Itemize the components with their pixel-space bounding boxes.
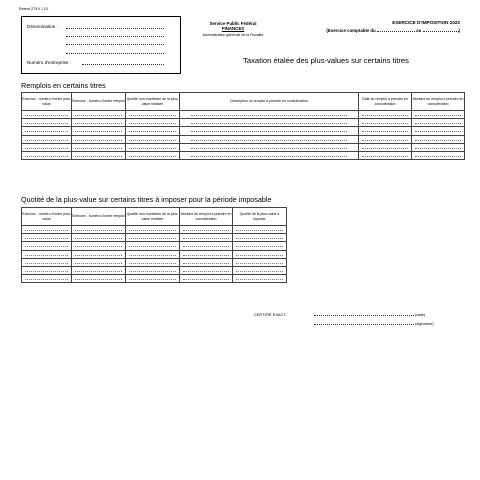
quotite-cell[interactable] <box>22 258 72 266</box>
certification-signature-label: (signature) <box>415 321 434 326</box>
quotite-cell[interactable] <box>72 275 126 283</box>
quotite-cell[interactable] <box>233 242 287 250</box>
administration-line-1: Service Public Fédéral <box>209 21 257 26</box>
dotted-fill-line <box>75 230 122 231</box>
remplois-cell[interactable] <box>412 119 465 127</box>
certification-signature-line <box>314 321 434 326</box>
dotted-fill-line <box>191 156 348 157</box>
remplois-header-6: Montant du remploi à prendre en considération <box>412 93 465 111</box>
remplois-header-2: Exercice - numéro d'ordre remploi <box>72 93 126 111</box>
quotite-section-title: Quotité de la plus-value sur certains titres à imposer pour la période imposable <box>21 195 272 204</box>
remplois-cell[interactable] <box>72 135 126 143</box>
remplois-cell[interactable] <box>180 127 359 135</box>
dotted-fill-line <box>236 279 283 280</box>
quotite-cell[interactable] <box>180 234 233 242</box>
remplois-cell[interactable] <box>412 151 465 159</box>
quotite-cell[interactable] <box>233 275 287 283</box>
administration-line-2: FINANCES <box>221 26 245 31</box>
dotted-fill-line <box>75 238 122 239</box>
dotted-fill-line <box>415 140 461 141</box>
remplois-cell[interactable] <box>126 119 180 127</box>
remplois-cell[interactable] <box>180 111 359 119</box>
dotted-fill-line <box>25 148 68 149</box>
dotted-fill-line <box>129 255 176 256</box>
dotted-fill-line <box>25 263 68 264</box>
quotite-cell[interactable] <box>126 258 180 266</box>
dotted-fill-line <box>236 246 283 247</box>
dotted-fill-line <box>129 263 176 264</box>
dotted-fill-line <box>75 246 122 247</box>
dotted-fill-line <box>415 123 461 124</box>
dotted-fill-line <box>183 279 229 280</box>
remplois-row <box>22 111 465 119</box>
remplois-cell[interactable] <box>412 111 465 119</box>
dotted-fill-line <box>25 279 68 280</box>
dotted-fill-line <box>362 123 408 124</box>
dotted-fill-line <box>129 140 176 141</box>
remplois-cell[interactable] <box>72 151 126 159</box>
quotite-row <box>22 275 287 283</box>
dotted-fill-line <box>362 131 408 132</box>
dotted-fill-line <box>75 148 122 149</box>
period-end-field[interactable] <box>423 31 459 32</box>
denomination-field-line-2[interactable] <box>66 36 164 37</box>
dotted-fill-line <box>129 238 176 239</box>
period-start-field[interactable] <box>377 31 415 32</box>
denomination-field-line-3[interactable] <box>66 44 164 45</box>
certification-label: CERTIFIÉ EXACT, <box>254 312 287 317</box>
dotted-fill-line <box>191 148 348 149</box>
quotite-cell[interactable] <box>126 250 180 258</box>
certification-date-field[interactable] <box>314 315 414 316</box>
remplois-cell[interactable] <box>126 111 180 119</box>
quotite-cell[interactable] <box>233 266 287 274</box>
denomination-field-line-4[interactable] <box>66 53 164 54</box>
quotite-header-3: Quotité non monétaire de la plus-value réalisée <box>126 208 180 226</box>
accounting-period-line <box>298 28 460 34</box>
dotted-fill-line <box>25 271 68 272</box>
quotite-cell[interactable] <box>233 226 287 234</box>
remplois-cell[interactable] <box>22 151 72 159</box>
dotted-fill-line <box>75 123 122 124</box>
remplois-cell[interactable] <box>72 143 126 151</box>
denomination-field-line-1[interactable] <box>66 28 164 29</box>
certification-date-line <box>314 312 425 317</box>
dotted-fill-line <box>129 148 176 149</box>
dotted-fill-line <box>362 140 408 141</box>
dotted-fill-line <box>129 246 176 247</box>
dotted-fill-line <box>236 230 283 231</box>
certification-date-label: (date) <box>415 312 426 317</box>
quotite-cell[interactable] <box>233 250 287 258</box>
remplois-row <box>22 127 465 135</box>
dotted-fill-line <box>415 131 461 132</box>
company-number-field[interactable] <box>82 64 164 65</box>
dotted-fill-line <box>183 246 229 247</box>
remplois-header-4: Description du remploi à prendre en considération <box>180 93 359 111</box>
quotite-cell[interactable] <box>72 234 126 242</box>
dotted-fill-line <box>129 115 176 116</box>
quotite-row <box>22 258 287 266</box>
quotite-cell[interactable] <box>180 266 233 274</box>
dotted-fill-line <box>75 131 122 132</box>
quotite-cell[interactable] <box>22 275 72 283</box>
remplois-cell[interactable] <box>180 119 359 127</box>
dotted-fill-line <box>362 156 408 157</box>
remplois-row <box>22 143 465 151</box>
remplois-row <box>22 135 465 143</box>
remplois-header-3: Quotité non monétaire de la plus-value réalisée <box>126 93 180 111</box>
remplois-header-1: Exercice - numéro d'ordre plus-value <box>22 93 72 111</box>
quotite-cell[interactable] <box>180 250 233 258</box>
remplois-row <box>22 151 465 159</box>
dotted-fill-line <box>25 140 68 141</box>
period-suffix: ) <box>458 28 460 33</box>
quotite-cell[interactable] <box>126 266 180 274</box>
remplois-cell[interactable] <box>22 143 72 151</box>
dotted-fill-line <box>362 148 408 149</box>
quotite-row <box>22 266 287 274</box>
remplois-cell[interactable] <box>412 135 465 143</box>
dotted-fill-line <box>362 115 408 116</box>
remplois-cell[interactable] <box>126 127 180 135</box>
dotted-fill-line <box>183 230 229 231</box>
quotite-cell[interactable] <box>72 250 126 258</box>
fiscal-year-block <box>298 20 460 34</box>
dotted-fill-line <box>25 246 68 247</box>
remplois-table <box>21 92 465 160</box>
dotted-fill-line <box>75 140 122 141</box>
quotite-cell[interactable] <box>22 242 72 250</box>
dotted-fill-line <box>129 279 176 280</box>
dotted-fill-line <box>183 255 229 256</box>
quotite-header-2: Exercice - numéro d'ordre remploi <box>72 208 126 226</box>
remplois-cell[interactable] <box>359 143 412 151</box>
remplois-cell[interactable] <box>180 135 359 143</box>
dotted-fill-line <box>75 255 122 256</box>
quotite-cell[interactable] <box>22 234 72 242</box>
quotite-cell[interactable] <box>126 275 180 283</box>
dotted-fill-line <box>75 279 122 280</box>
quotite-table <box>21 207 287 283</box>
dotted-fill-line <box>236 255 283 256</box>
dotted-fill-line <box>129 131 176 132</box>
dotted-fill-line <box>183 271 229 272</box>
quotite-cell[interactable] <box>72 226 126 234</box>
fiscal-year-title: EXERCICE D'IMPOSITION 2023 <box>392 20 460 25</box>
quotite-cell[interactable] <box>233 234 287 242</box>
dotted-fill-line <box>25 238 68 239</box>
remplois-cell[interactable] <box>22 111 72 119</box>
dotted-fill-line <box>415 115 461 116</box>
quotite-row <box>22 242 287 250</box>
dotted-fill-line <box>191 131 348 132</box>
dotted-fill-line <box>25 156 68 157</box>
remplois-cell[interactable] <box>180 151 359 159</box>
quotite-cell[interactable] <box>126 234 180 242</box>
remplois-cell[interactable] <box>72 111 126 119</box>
remplois-cell[interactable] <box>72 119 126 127</box>
quotite-cell[interactable] <box>72 258 126 266</box>
administration-line-3: Administration générale de la Fiscalité <box>202 33 264 37</box>
quotite-cell[interactable] <box>180 242 233 250</box>
remplois-cell[interactable] <box>359 119 412 127</box>
dotted-fill-line <box>191 115 348 116</box>
form-reference: Relevé 275 K | 1/1 <box>19 7 49 11</box>
dotted-fill-line <box>25 115 68 116</box>
dotted-fill-line <box>25 131 68 132</box>
quotite-cell[interactable] <box>22 250 72 258</box>
dotted-fill-line <box>129 271 176 272</box>
remplois-cell[interactable] <box>359 111 412 119</box>
remplois-cell[interactable] <box>22 119 72 127</box>
remplois-cell[interactable] <box>126 143 180 151</box>
remplois-section-title: Remplois en certains titres <box>21 81 106 90</box>
quotite-cell[interactable] <box>126 242 180 250</box>
quotite-cell[interactable] <box>180 275 233 283</box>
dotted-fill-line <box>25 230 68 231</box>
quotite-cell[interactable] <box>72 242 126 250</box>
dotted-fill-line <box>415 148 461 149</box>
form-title: Taxation étalée des plus-values sur certains titres <box>243 56 409 65</box>
dotted-fill-line <box>191 123 348 124</box>
quotite-cell[interactable] <box>22 266 72 274</box>
remplois-cell[interactable] <box>22 135 72 143</box>
quotite-cell[interactable] <box>180 226 233 234</box>
remplois-cell[interactable] <box>72 127 126 135</box>
remplois-cell[interactable] <box>126 135 180 143</box>
quotite-header-4: Montant du remploi à prendre en considération <box>180 208 233 226</box>
quotite-header-5: Quotité de la plus-value à imposer <box>233 208 287 226</box>
dotted-fill-line <box>25 255 68 256</box>
dotted-fill-line <box>415 156 461 157</box>
dotted-fill-line <box>236 263 283 264</box>
quotite-cell[interactable] <box>126 226 180 234</box>
dotted-fill-line <box>236 238 283 239</box>
denomination-label: Dénomination : <box>27 24 58 29</box>
company-number-label: Numéro d'entreprise : <box>27 60 72 65</box>
quotite-cell[interactable] <box>72 266 126 274</box>
remplois-cell[interactable] <box>412 127 465 135</box>
quotite-row <box>22 226 287 234</box>
dotted-fill-line <box>75 115 122 116</box>
company-identity-box <box>21 16 181 74</box>
dotted-fill-line <box>183 263 229 264</box>
dotted-fill-line <box>129 230 176 231</box>
remplois-cell[interactable] <box>412 143 465 151</box>
period-prefix: (Exercice comptable du <box>326 28 376 33</box>
remplois-cell[interactable] <box>359 151 412 159</box>
remplois-row <box>22 119 465 127</box>
quotite-header-1: Exercice - numéro d'ordre plus-value <box>22 208 72 226</box>
dotted-fill-line <box>129 123 176 124</box>
dotted-fill-line <box>191 140 348 141</box>
period-middle: au <box>416 28 422 33</box>
dotted-fill-line <box>75 271 122 272</box>
remplois-cell[interactable] <box>22 127 72 135</box>
quotite-cell[interactable] <box>180 258 233 266</box>
dotted-fill-line <box>25 123 68 124</box>
remplois-cell[interactable] <box>126 151 180 159</box>
dotted-fill-line <box>236 271 283 272</box>
quotite-cell[interactable] <box>233 258 287 266</box>
certification-signature-field[interactable] <box>314 324 414 325</box>
remplois-cell[interactable] <box>359 127 412 135</box>
dotted-fill-line <box>183 238 229 239</box>
remplois-cell[interactable] <box>359 135 412 143</box>
administration-block <box>190 21 276 38</box>
dotted-fill-line <box>75 263 122 264</box>
remplois-cell[interactable] <box>180 143 359 151</box>
dotted-fill-line <box>129 156 176 157</box>
quotite-row <box>22 234 287 242</box>
quotite-cell[interactable] <box>22 226 72 234</box>
dotted-fill-line <box>75 156 122 157</box>
remplois-header-5: Date du remploi à prendre en considération <box>359 93 412 111</box>
quotite-row <box>22 250 287 258</box>
